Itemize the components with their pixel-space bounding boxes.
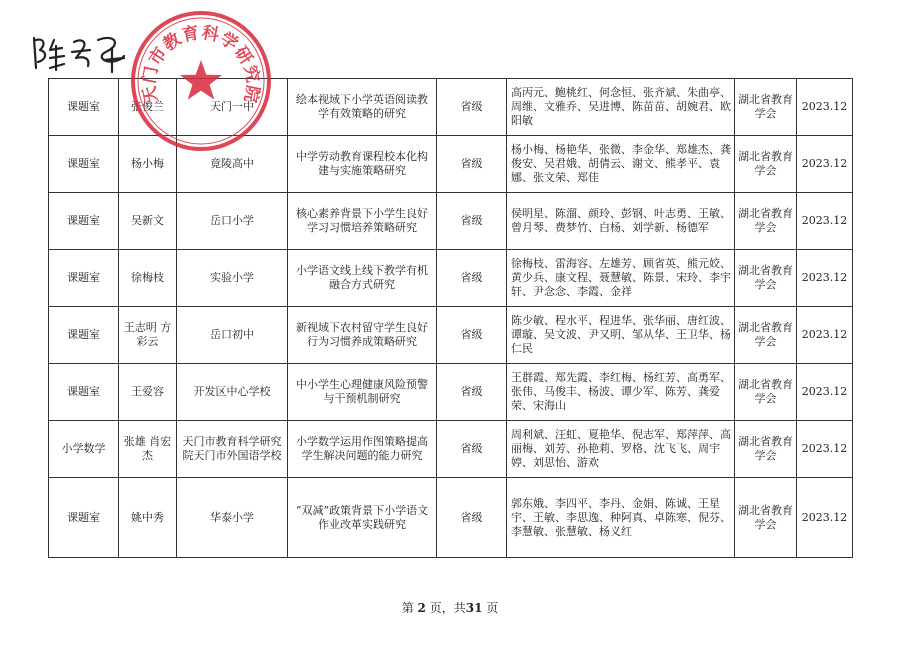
org-cell: 湖北省教育学会 — [735, 193, 797, 250]
unit-cell: 天门一中 — [177, 79, 288, 136]
category-cell: 课题室 — [49, 307, 119, 364]
footer-middle: 页，共 — [429, 601, 466, 615]
project-table — [48, 78, 853, 558]
table-row — [49, 79, 853, 136]
leader-cell: 杨小梅 — [119, 136, 177, 193]
members-cell: 王群霞、郑先霞、李红梅、杨红芳、高勇军、张伟、马俊丰、杨波、谭少军、陈芳、龚爱荣、宋海山 — [507, 364, 735, 421]
level-cell: 省级 — [437, 79, 507, 136]
members-cell: 郭东娥、李四平、李丹、金娟、陈诚、王星宇、王敏、李思逸、种阿真、卓陈寒、倪芬、李慧敏、张慧敏、杨义红 — [507, 478, 735, 558]
category-cell: 课题室 — [49, 250, 119, 307]
footer-prefix: 第 — [401, 601, 414, 615]
title-cell: 绘本视域下小学英语阅读教学有效策略的研究 — [288, 79, 437, 136]
members-cell: 陈少敏、程水平、程进华、张华丽、唐红波、谭璇、吴文波、尹又明、邹从华、王卫华、杨仁民 — [507, 307, 735, 364]
table-row — [49, 250, 853, 307]
title-cell: “双减”政策背景下小学语文作业改革实践研究 — [288, 478, 437, 558]
level-cell: 省级 — [437, 136, 507, 193]
level-cell: 省级 — [437, 478, 507, 558]
date-cell: 2023.12 — [797, 364, 853, 421]
leader-cell: 张雄 肖宏杰 — [119, 421, 177, 478]
footer-suffix: 页 — [486, 601, 499, 615]
unit-cell: 竟陵高中 — [177, 136, 288, 193]
org-cell: 湖北省教育学会 — [735, 421, 797, 478]
title-cell: 中小学生心理健康风险预警与干预机制研究 — [288, 364, 437, 421]
leader-cell: 吴新文 — [119, 193, 177, 250]
org-cell: 湖北省教育学会 — [735, 478, 797, 558]
members-cell: 高丙元、鲍桃红、何念恒、张齐斌、朱曲亭、周维、文雅乔、吴进博、陈苗苗、胡婉君、欧阳敏 — [507, 79, 735, 136]
org-cell: 湖北省教育学会 — [735, 307, 797, 364]
category-cell: 课题室 — [49, 364, 119, 421]
title-cell: 新视域下农村留守学生良好行为习惯养成策略研究 — [288, 307, 437, 364]
table-row — [49, 136, 853, 193]
table-row — [49, 307, 853, 364]
title-cell: 中学劳动教育课程校本化构建与实施策略研究 — [288, 136, 437, 193]
members-cell: 杨小梅、杨艳华、张微、李金华、郑雄杰、龚俊安、吴君娥、胡倩云、谢文、熊孝平、袁娜、张文荣、郑佳 — [507, 136, 735, 193]
handwritten-signature — [28, 28, 138, 76]
org-cell: 湖北省教育学会 — [735, 250, 797, 307]
category-cell: 课题室 — [49, 478, 119, 558]
unit-cell: 岳口小学 — [177, 193, 288, 250]
org-cell: 湖北省教育学会 — [735, 79, 797, 136]
seal-text: 天门市教育科学研究院 — [139, 22, 263, 106]
table-row — [49, 421, 853, 478]
category-cell: 小学数学 — [49, 421, 119, 478]
category-cell: 课题室 — [49, 79, 119, 136]
date-cell: 2023.12 — [797, 193, 853, 250]
leader-cell: 姚中秀 — [119, 478, 177, 558]
table-row — [49, 478, 853, 558]
org-cell: 湖北省教育学会 — [735, 136, 797, 193]
date-cell: 2023.12 — [797, 79, 853, 136]
title-cell: 核心素养背景下小学生良好学习习惯培养策略研究 — [288, 193, 437, 250]
unit-cell: 开发区中心学校 — [177, 364, 288, 421]
level-cell: 省级 — [437, 250, 507, 307]
table-row — [49, 193, 853, 250]
table-row — [49, 364, 853, 421]
members-cell: 侯明星、陈溜、颜玲、彭钢、叶志勇、王敏、曾月琴、费梦竹、白杨、刘学新、杨德军 — [507, 193, 735, 250]
level-cell: 省级 — [437, 307, 507, 364]
level-cell: 省级 — [437, 193, 507, 250]
date-cell: 2023.12 — [797, 421, 853, 478]
members-cell: 徐梅枝、雷海容、左雄芳、顾省英、熊元姣、黄少兵、康文程、聂慧敏、陈景、宋玲、李宇轩、尹念念、李霞、金祥 — [507, 250, 735, 307]
unit-cell: 天门市教育科学研究院天门市外国语学校 — [177, 421, 288, 478]
org-cell: 湖北省教育学会 — [735, 364, 797, 421]
date-cell: 2023.12 — [797, 250, 853, 307]
leader-cell: 王爱容 — [119, 364, 177, 421]
leader-cell: 徐梅枝 — [119, 250, 177, 307]
members-cell: 周利斌、汪虹、夏艳华、倪志军、郑萍萍、高丽梅、刘芳、孙艳莉、罗格、沈飞飞、周宇婷、刘思怡、游欢 — [507, 421, 735, 478]
category-cell: 课题室 — [49, 193, 119, 250]
title-cell: 小学数学运用作图策略提高学生解决问题的能力研究 — [288, 421, 437, 478]
unit-cell: 岳口初中 — [177, 307, 288, 364]
level-cell: 省级 — [437, 421, 507, 478]
footer-page-number: 2 — [417, 601, 426, 615]
level-cell: 省级 — [437, 364, 507, 421]
unit-cell: 华泰小学 — [177, 478, 288, 558]
date-cell: 2023.12 — [797, 307, 853, 364]
footer-total-pages: 31 — [465, 601, 483, 615]
leader-cell: 王志明 方彩云 — [119, 307, 177, 364]
title-cell: 小学语文线上线下教学有机融合方式研究 — [288, 250, 437, 307]
category-cell: 课题室 — [49, 136, 119, 193]
page-footer — [0, 599, 900, 616]
date-cell: 2023.12 — [797, 478, 853, 558]
unit-cell: 实验小学 — [177, 250, 288, 307]
leader-cell: 张俊兰 — [119, 79, 177, 136]
date-cell: 2023.12 — [797, 136, 853, 193]
